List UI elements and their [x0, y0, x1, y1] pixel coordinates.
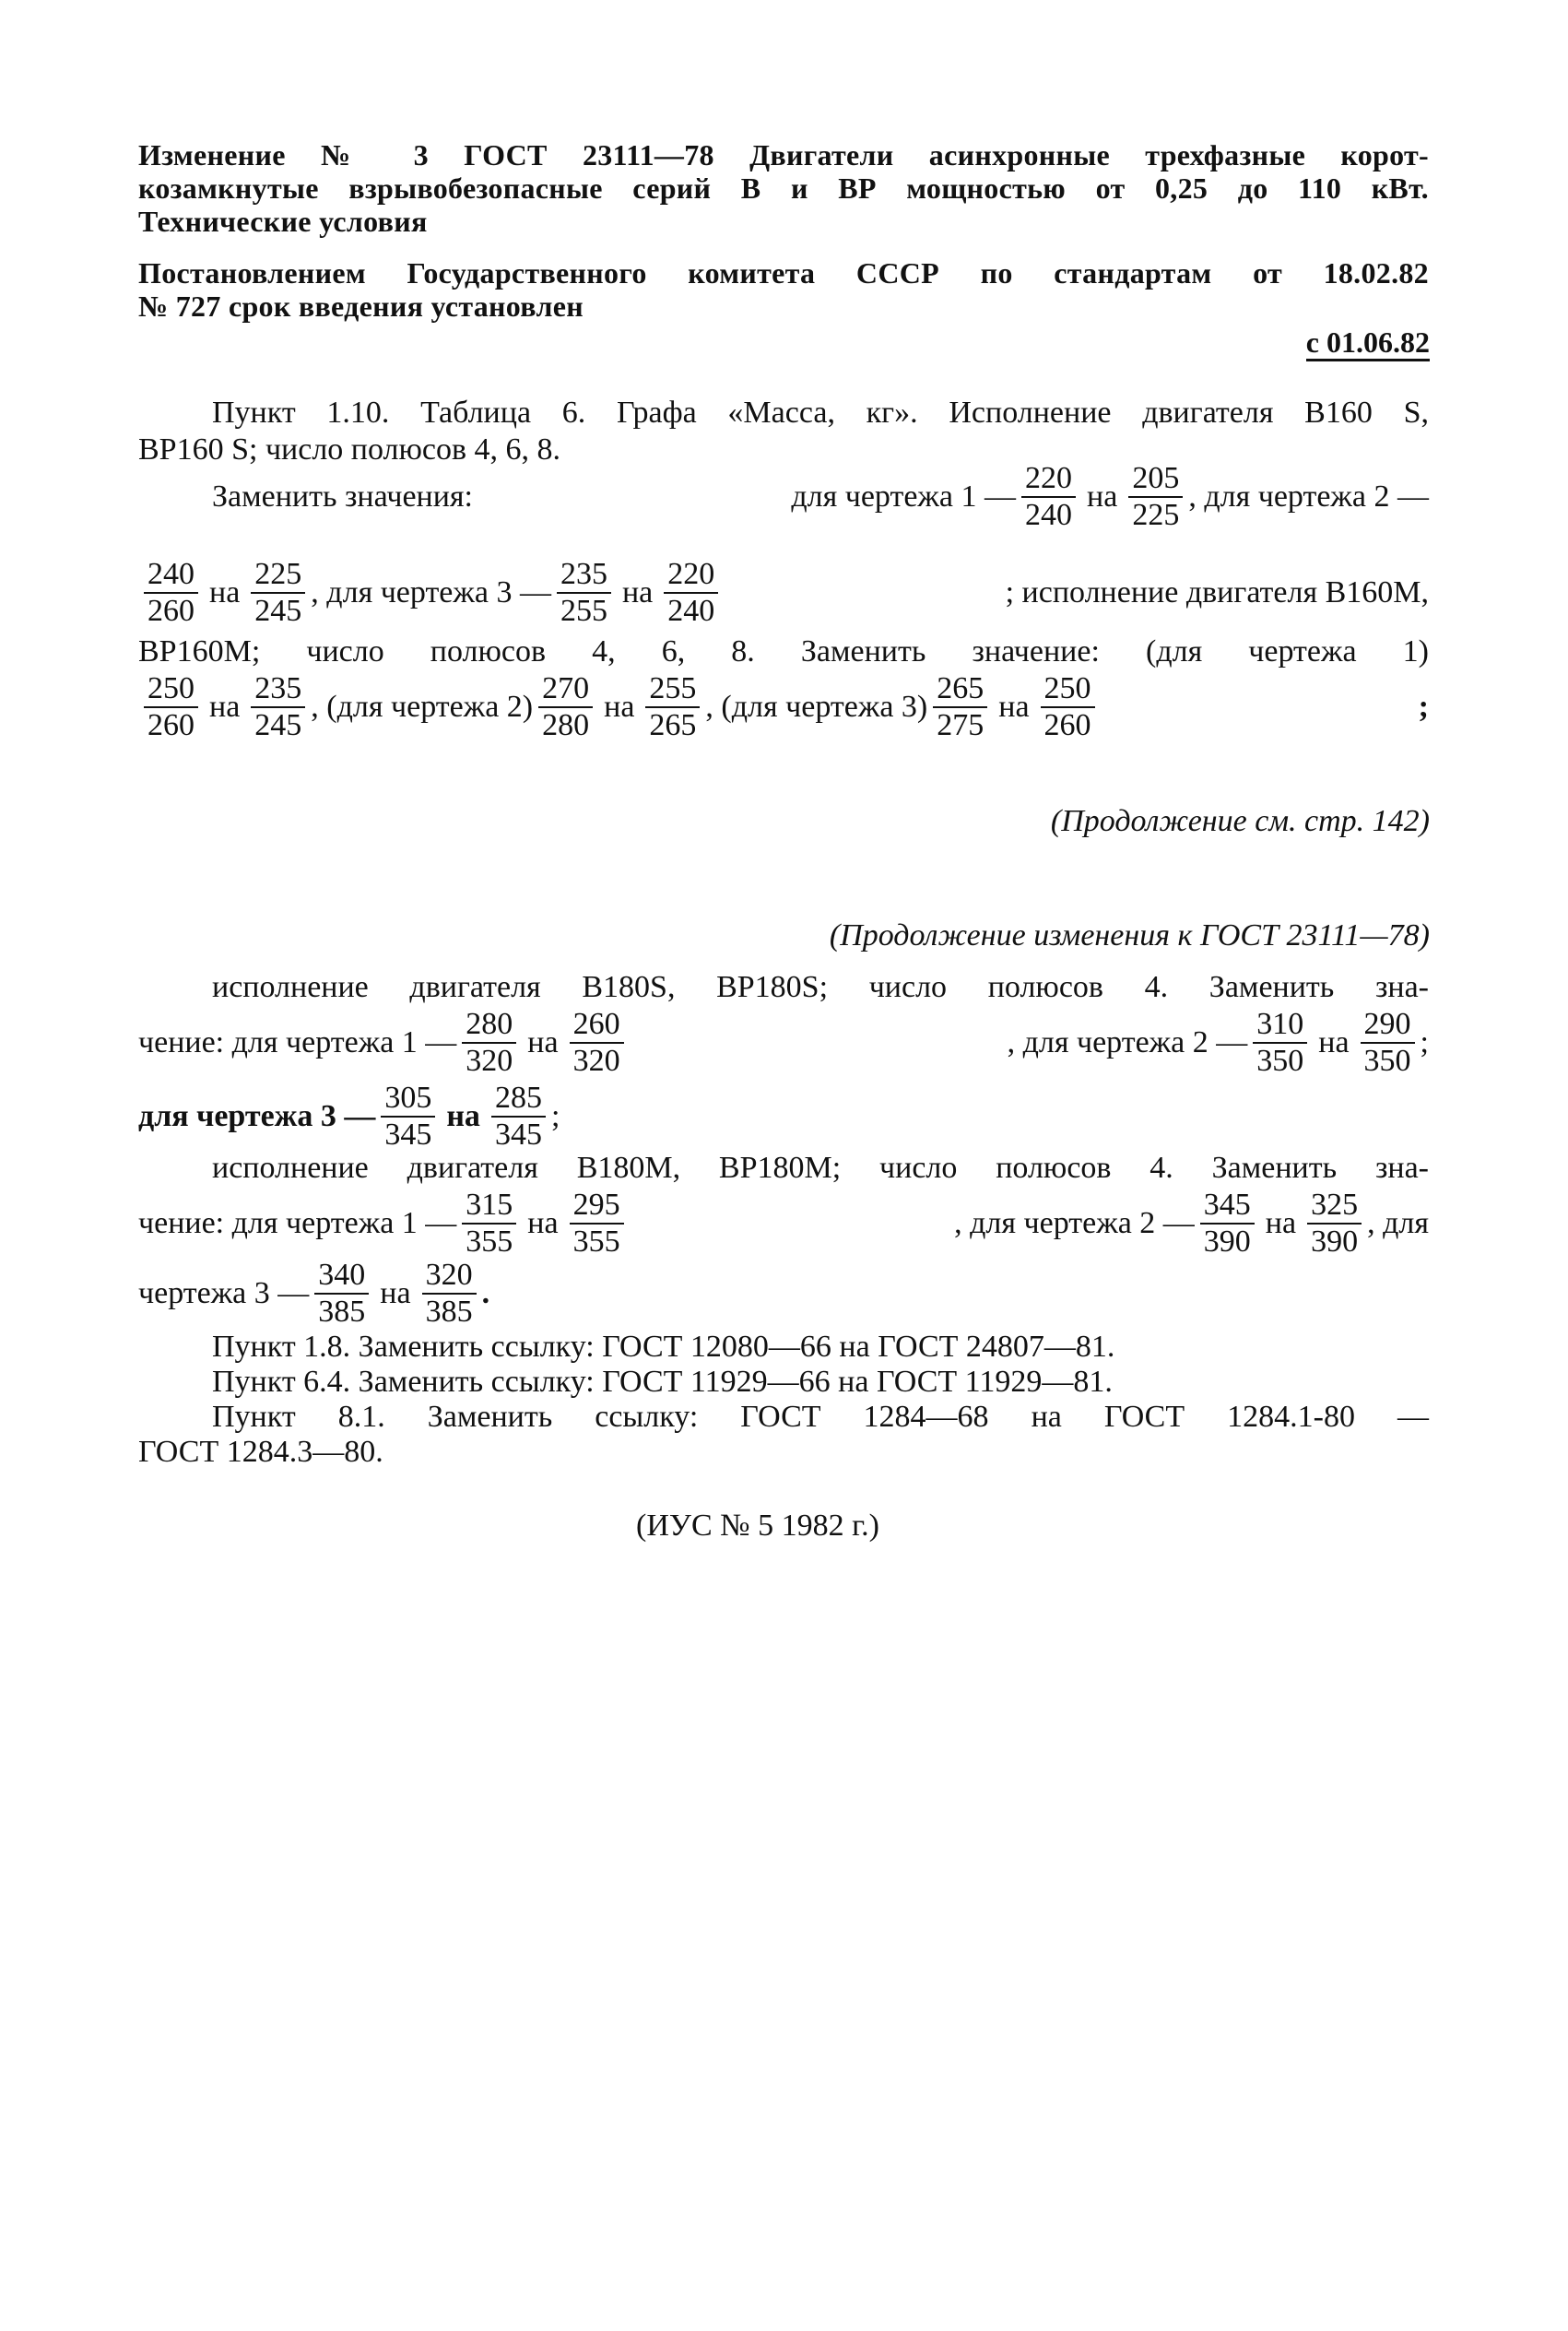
- denominator: 225: [1128, 496, 1183, 533]
- fraction: [538, 671, 593, 743]
- fraction: [1128, 461, 1183, 533]
- source-note: (ИУС № 5 1982 г.): [636, 1509, 879, 1543]
- exec180m-line: исполнение двигателя В180М, ВР180М; число полюсов 4. Заменить зна-: [212, 1151, 1429, 1185]
- text: , для чертежа 2 —: [1188, 479, 1429, 514]
- reference-8-1: Пункт 8.1. Заменить ссылку: ГОСТ 1284—68 на ГОСТ 1284.1-80 —: [212, 1400, 1429, 1434]
- text: , для: [1367, 1206, 1429, 1240]
- replace-line-3: [138, 671, 1429, 743]
- replace-line-7: [138, 1258, 1429, 1330]
- numerator: 270: [542, 671, 590, 705]
- text: , для чертежа 3 —: [311, 575, 551, 609]
- replace-line-2: [138, 557, 1429, 629]
- text: для чертежа 1 —: [791, 479, 1017, 514]
- fraction: [933, 671, 987, 743]
- fraction: [251, 557, 305, 629]
- numerator: 295: [572, 1188, 620, 1222]
- text: на: [209, 575, 241, 609]
- numerator: 235: [560, 557, 607, 591]
- fraction: [1021, 461, 1076, 533]
- title-line-3: Технические условия: [138, 205, 428, 238]
- numerator: 310: [1256, 1007, 1304, 1041]
- denominator: 260: [144, 592, 198, 629]
- exec180s-line: исполнение двигателя В180S, ВР180S; число полюсов 4. Заменить зна-: [212, 970, 1429, 1004]
- text: на: [604, 690, 635, 724]
- decree-line-2: № 727 срок введения установлен: [138, 290, 584, 323]
- numerator: 255: [649, 671, 697, 705]
- denominator: 240: [664, 592, 718, 629]
- numerator: 290: [1363, 1007, 1411, 1041]
- numerator: 220: [1025, 461, 1073, 495]
- denominator: 355: [462, 1223, 516, 1260]
- fraction: [144, 671, 198, 743]
- text: чение: для чертежа 1 —: [138, 1206, 457, 1240]
- fraction: [462, 1188, 516, 1260]
- text: чертежа 3 —: [138, 1276, 310, 1310]
- denominator: 390: [1200, 1223, 1255, 1260]
- reference-8-1-cont: ГОСТ 1284.3—80.: [138, 1435, 383, 1469]
- denominator: 390: [1307, 1223, 1362, 1260]
- fraction: [1307, 1188, 1362, 1260]
- fraction: [1361, 1007, 1415, 1079]
- numerator: 340: [318, 1258, 366, 1292]
- numerator: 320: [425, 1258, 473, 1292]
- fraction: [462, 1007, 516, 1079]
- replace-line-4: [138, 1007, 1429, 1079]
- numerator: 305: [384, 1081, 432, 1115]
- text: .: [481, 1276, 490, 1310]
- paragraph-1-10: [138, 395, 1429, 468]
- denominator: 345: [381, 1116, 435, 1153]
- fraction: [491, 1081, 546, 1153]
- numerator: 240: [147, 557, 195, 591]
- numerator: 280: [466, 1007, 513, 1041]
- fraction: [1200, 1188, 1255, 1260]
- fraction: [570, 1007, 624, 1079]
- fraction: [1041, 671, 1095, 743]
- text: на: [380, 1276, 411, 1310]
- fraction: [251, 671, 305, 743]
- denominator: 350: [1253, 1042, 1307, 1079]
- fraction: [557, 557, 611, 629]
- para-line: ВР160 S; число полюсов 4, 6, 8.: [138, 432, 561, 467]
- reference-6-4: Пункт 6.4. Заменить ссылку: ГОСТ 11929—66 на ГОСТ 11929—81.: [212, 1365, 1113, 1399]
- text: на: [527, 1025, 559, 1059]
- decree: [138, 256, 1429, 323]
- text: , (для чертежа 3): [705, 690, 928, 724]
- denominator: 350: [1361, 1042, 1415, 1079]
- denominator: 355: [570, 1223, 624, 1260]
- replace-line-6: [138, 1188, 1429, 1260]
- text: на: [1318, 1025, 1350, 1059]
- effective-date: с 01.06.82: [1306, 326, 1430, 361]
- numerator: 265: [937, 671, 984, 705]
- text: , для чертежа 2 —: [1007, 1025, 1248, 1059]
- denominator: 260: [1041, 706, 1095, 743]
- replace-line-5: [138, 1081, 1429, 1153]
- numerator: 285: [494, 1081, 542, 1115]
- denominator: 275: [933, 706, 987, 743]
- denominator: 255: [557, 592, 611, 629]
- numerator: 250: [147, 671, 195, 705]
- text: , (для чертежа 2): [311, 690, 534, 724]
- text: для чертежа 3 —: [138, 1099, 376, 1133]
- bp160m-line: ВР160М; число полюсов 4, 6, 8. Заменить значение: (для чертежа 1): [138, 634, 1429, 669]
- fraction: [144, 557, 198, 629]
- document-title: [138, 138, 1429, 238]
- continued-note: (Продолжение см. стр. 142): [1050, 804, 1430, 838]
- replace-line-1: [212, 461, 1429, 533]
- text: чение: для чертежа 1 —: [138, 1025, 457, 1059]
- text: на: [446, 1099, 480, 1133]
- numerator: 250: [1043, 671, 1091, 705]
- fraction: [1253, 1007, 1307, 1079]
- fraction: [381, 1081, 435, 1153]
- denominator: 385: [422, 1293, 477, 1330]
- continuation-title: (Продолжение изменения к ГОСТ 23111—78): [829, 918, 1430, 953]
- denominator: 320: [570, 1042, 624, 1079]
- text: Заменить значения:: [212, 479, 474, 514]
- fraction: [664, 557, 718, 629]
- numerator: 260: [572, 1007, 620, 1041]
- denominator: 345: [491, 1116, 546, 1153]
- title-line-2: козамкнутые взрывобезопасные серий В и ВР мощностью от 0,25 до 110 кВт.: [138, 172, 1429, 205]
- numerator: 220: [667, 557, 715, 591]
- denominator: 245: [251, 592, 305, 629]
- text: на: [209, 690, 241, 724]
- numerator: 315: [466, 1188, 513, 1222]
- denominator: 240: [1021, 496, 1076, 533]
- denominator: 280: [538, 706, 593, 743]
- numerator: 205: [1132, 461, 1180, 495]
- denominator: 245: [251, 706, 305, 743]
- text: на: [1265, 1206, 1297, 1240]
- denominator: 385: [314, 1293, 369, 1330]
- text: ; исполнение двигателя В160М,: [1005, 575, 1429, 609]
- fraction: [422, 1258, 477, 1330]
- numerator: 345: [1203, 1188, 1251, 1222]
- numerator: 325: [1311, 1188, 1359, 1222]
- text: ;: [1420, 1025, 1429, 1059]
- text: ;: [1418, 690, 1429, 724]
- denominator: 320: [462, 1042, 516, 1079]
- decree-line-1: Постановлением Государственного комитета СССР по стандартам от 18.02.82: [138, 256, 1429, 290]
- fraction: [314, 1258, 369, 1330]
- text: на: [998, 690, 1030, 724]
- fraction: [570, 1188, 624, 1260]
- denominator: 265: [645, 706, 700, 743]
- text: на: [1087, 479, 1118, 514]
- fraction: [645, 671, 700, 743]
- numerator: 235: [254, 671, 302, 705]
- denominator: 260: [144, 706, 198, 743]
- text: ;: [550, 1099, 560, 1133]
- reference-1-8: Пункт 1.8. Заменить ссылку: ГОСТ 12080—66 на ГОСТ 24807—81.: [212, 1330, 1115, 1364]
- text: , для чертежа 2 —: [954, 1206, 1195, 1240]
- para-line: Пункт 1.10. Таблица 6. Графа «Масса, кг». Исполнение двигателя В160 S,: [212, 396, 1429, 430]
- text: на: [527, 1206, 559, 1240]
- numerator: 225: [254, 557, 302, 591]
- title-line-1: Изменение № 3 ГОСТ 23111—78 Двигатели асинхронные трехфазные корот-: [138, 138, 1429, 172]
- text: на: [621, 575, 654, 609]
